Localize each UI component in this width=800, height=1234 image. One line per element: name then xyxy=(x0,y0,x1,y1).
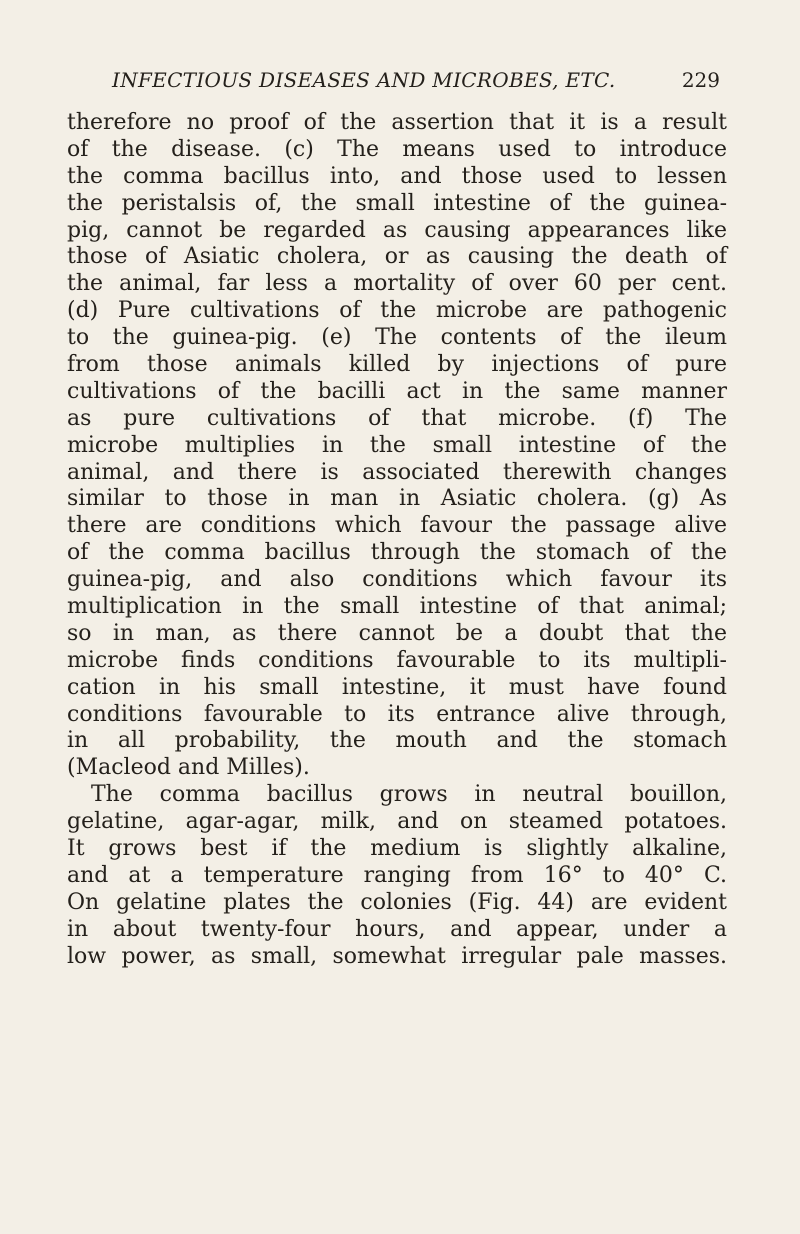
body-text xyxy=(67,110,727,971)
text-line: multiplication in the small intestine of that animal; xyxy=(67,594,727,620)
text-line: the comma bacillus into, and those used to lessen xyxy=(67,163,727,189)
text-line: On gelatine plates the colonies (Fig. 44) are evident xyxy=(67,889,727,915)
text-line: and at a temperature ranging from 16° to 40° C. xyxy=(67,862,727,888)
text-line: as pure cultivations of that microbe. (f) The xyxy=(67,405,727,431)
text-line: in about twenty-four hours, and appear, under a xyxy=(67,916,727,942)
text-line: the animal, far less a mortality of over 60 per cent. xyxy=(67,271,727,297)
text-line: cation in his small intestine, it must have found xyxy=(67,674,727,700)
text-line: animal, and there is associated therewith changes xyxy=(67,459,727,485)
text-line: microbe finds conditions favourable to its multipli- xyxy=(67,647,727,673)
running-head-title: INFECTIOUS DISEASES AND MICROBES, ETC. xyxy=(112,68,616,92)
text-line: conditions favourable to its entrance alive through, xyxy=(67,701,727,727)
text-line: in all probability, the mouth and the stomach xyxy=(67,728,727,754)
text-line: so in man, as there cannot be a doubt that the xyxy=(67,620,727,646)
text-line: similar to those in man in Asiatic cholera. (g) As xyxy=(67,486,727,512)
text-line: gelatine, agar-agar, milk, and on steamed potatoes. xyxy=(67,809,727,835)
text-line: The comma bacillus grows in neutral bouillon, xyxy=(91,782,727,808)
text-line: to the guinea-pig. (e) The contents of the ileum xyxy=(67,325,727,351)
text-line: cultivations of the bacilli act in the same manner xyxy=(67,378,727,404)
text-line: of the disease. (c) The means used to introduce xyxy=(67,136,727,162)
text-line: of the comma bacillus through the stomach of the xyxy=(67,540,727,566)
text-line: low power, as small, somewhat irregular pale masses. xyxy=(67,943,727,969)
text-line: pig, cannot be regarded as causing appearances like xyxy=(67,217,727,243)
text-line: guinea-pig, and also conditions which favour its xyxy=(67,567,727,593)
text-line: the peristalsis of, the small intestine of the guinea- xyxy=(67,190,727,216)
text-line: (d) Pure cultivations of the microbe are pathogenic xyxy=(67,298,727,324)
running-head xyxy=(112,66,720,94)
text-line: there are conditions which favour the passage alive xyxy=(67,513,727,539)
text-line: from those animals killed by injections of pure xyxy=(67,352,727,378)
page-number: 229 xyxy=(681,68,720,92)
text-line: therefore no proof of the assertion that it is a result xyxy=(67,110,727,135)
text-line: those of Asiatic cholera, or as causing the death of xyxy=(67,244,727,270)
text-line: It grows best if the medium is slightly alkaline, xyxy=(67,836,727,862)
text-line: (Macleod and Milles). xyxy=(67,755,310,781)
text-line: microbe multiplies in the small intestine of the xyxy=(67,432,727,458)
